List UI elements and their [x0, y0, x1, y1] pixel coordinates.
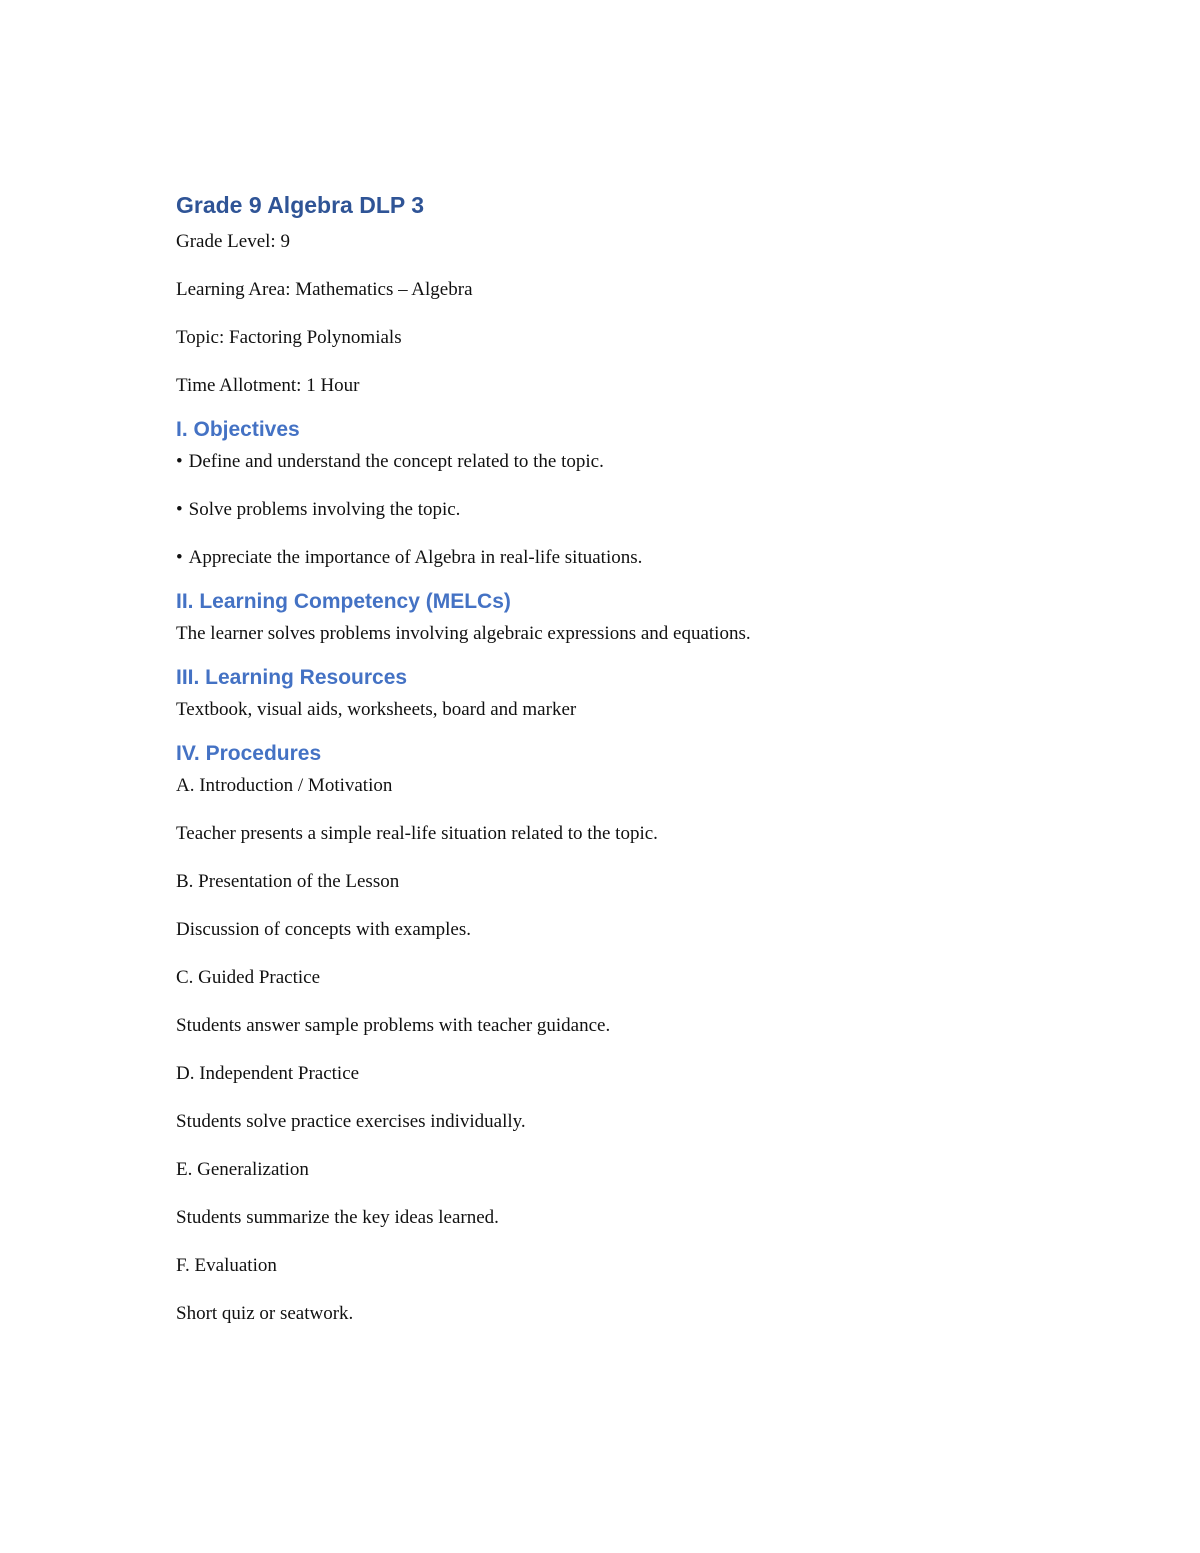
competency-text: The learner solves problems involving algebraic expressions and equations.	[176, 623, 751, 644]
meta-grade-level: Grade Level: 9	[176, 231, 290, 252]
procedure-step-label: D. Independent Practice	[176, 1063, 360, 1084]
competency-heading: II. Learning Competency (MELCs)	[176, 590, 511, 613]
procedure-step-text: Students answer sample problems with teacher guidance.	[176, 1015, 611, 1036]
procedure-step-text: Teacher presents a simple real-life situation related to the topic.	[176, 823, 658, 844]
procedure-step-text: Short quiz or seatwork.	[176, 1303, 354, 1324]
procedure-step-label: F. Evaluation	[176, 1255, 277, 1276]
bullet-glyph: •	[176, 451, 183, 472]
meta-learning-area: Learning Area: Mathematics – Algebra	[176, 279, 473, 300]
objective-text: Define and understand the concept related to the topic.	[188, 451, 604, 472]
procedures-heading: IV. Procedures	[176, 742, 322, 765]
bullet-glyph: •	[176, 499, 183, 520]
procedure-step-label: E. Generalization	[176, 1159, 309, 1180]
procedure-step-label: B. Presentation of the Lesson	[176, 871, 400, 892]
objective-item	[176, 546, 1036, 570]
resources-text: Textbook, visual aids, worksheets, board and marker	[176, 699, 577, 720]
document-title: Grade 9 Algebra DLP 3	[176, 192, 424, 218]
procedure-step-text: Students solve practice exercises individually.	[176, 1111, 526, 1132]
document-content	[176, 190, 1036, 1350]
meta-time-allotment: Time Allotment: 1 Hour	[176, 375, 360, 396]
procedure-step-label: C. Guided Practice	[176, 967, 321, 988]
meta-topic: Topic: Factoring Polynomials	[176, 327, 402, 348]
resources-heading: III. Learning Resources	[176, 666, 408, 689]
objective-text: Solve problems involving the topic.	[188, 499, 461, 520]
objectives-heading: I. Objectives	[176, 418, 300, 441]
procedure-step-label: A. Introduction / Motivation	[176, 775, 393, 796]
objective-item	[176, 498, 1036, 522]
objective-item	[176, 450, 1036, 474]
bullet-glyph: •	[176, 547, 183, 568]
procedure-step-text: Students summarize the key ideas learned.	[176, 1207, 499, 1228]
objective-text: Appreciate the importance of Algebra in real-life situations.	[188, 547, 643, 568]
procedure-step-text: Discussion of concepts with examples.	[176, 919, 471, 940]
